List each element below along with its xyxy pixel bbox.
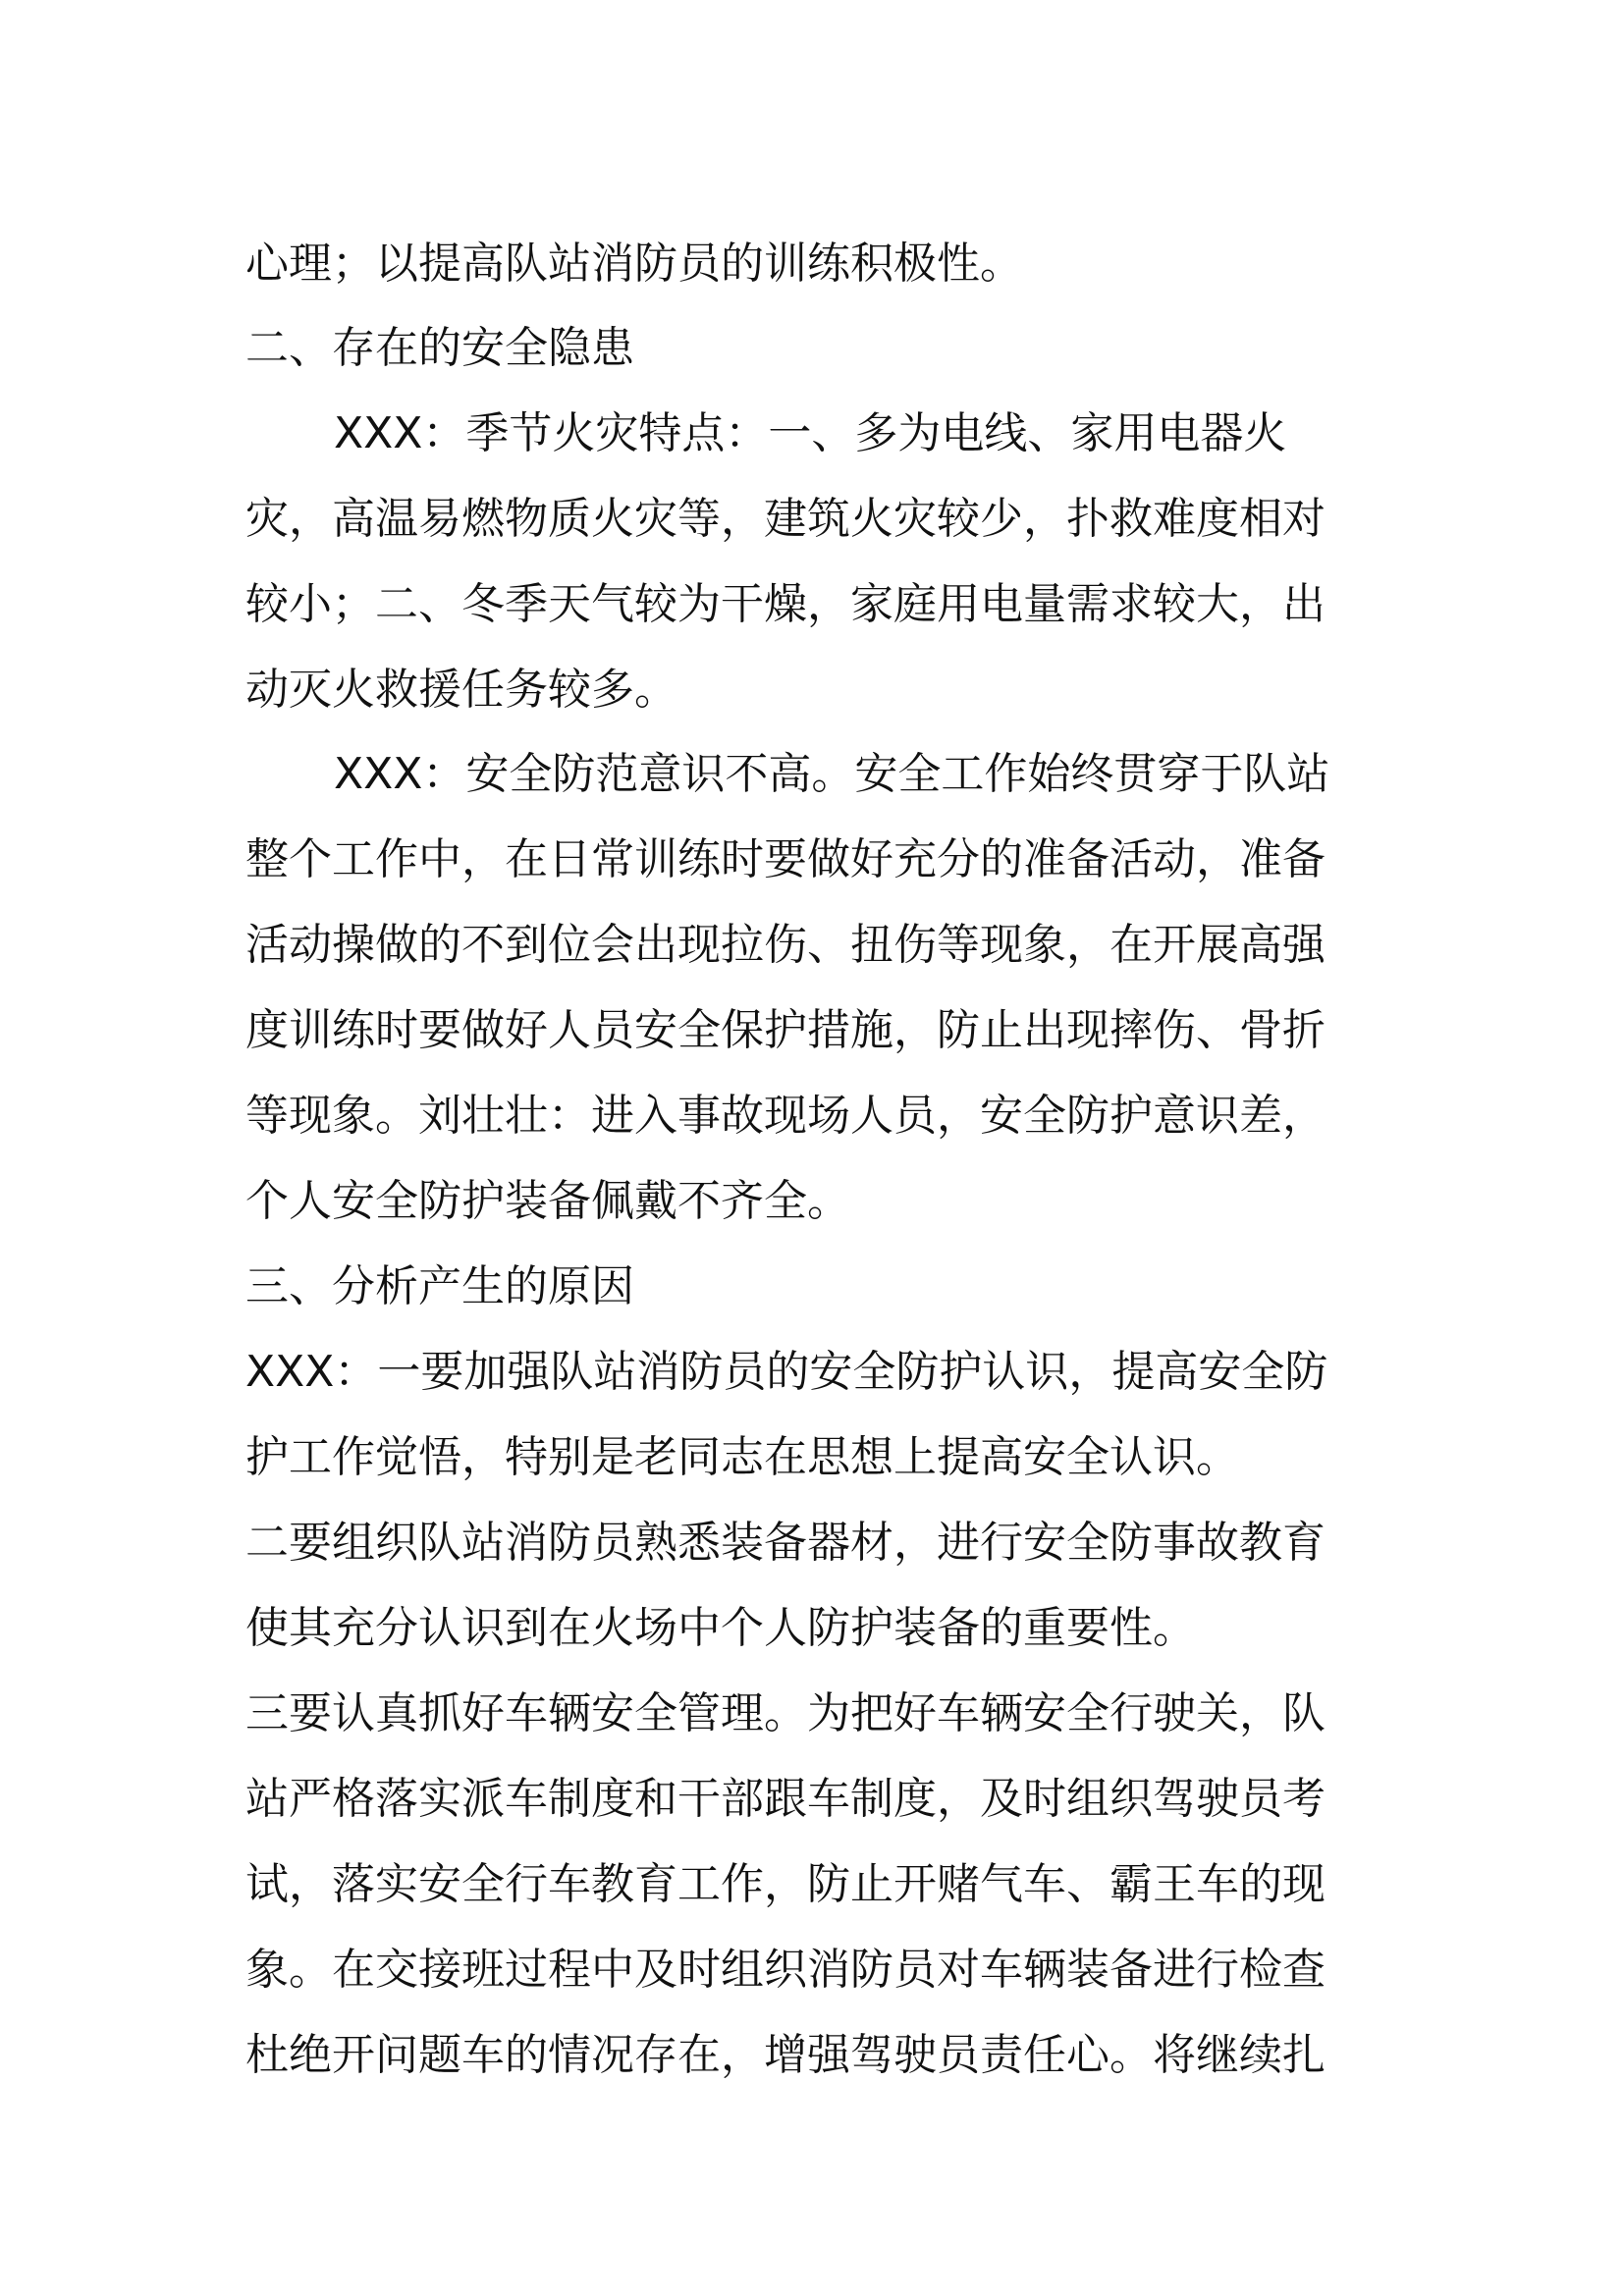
text-line-21: 象。在交接班过程中及时组织消防员对车辆装备进行检查 (245, 1945, 1325, 1995)
text-line-11: 等现象。刘壮壮：进入事故现场人员，安全防护意识差， (245, 1091, 1325, 1141)
text-line-14: XXX：一要加强队站消防员的安全防护认识，提高安全防 (245, 1347, 1328, 1397)
text-line-10: 度训练时要做好人员安全保护措施，防止出现摔伤、骨折 (245, 1005, 1325, 1055)
text-line-15: 护工作觉悟，特别是老同志在思想上提高安全认识。 (245, 1432, 1239, 1482)
text-line-20: 试，落实安全行车教育工作，防止开赌气车、霸王车的现 (245, 1859, 1325, 1909)
text-line-7: XXX：安全防范意识不高。安全工作始终贯穿于队站 (334, 749, 1330, 799)
text-line-5: 较小；二、冬季天气较为干燥，家庭用电量需求较大，出 (245, 579, 1325, 629)
text-line-8: 整个工作中，在日常训练时要做好充分的准备活动，准备 (245, 834, 1325, 884)
text-line-6: 动灭火救援任务较多。 (245, 665, 677, 715)
text-line-16: 二要组织队站消防员熟悉装备器材，进行安全防事故教育 (245, 1518, 1325, 1568)
text-line-3: XXX：季节火灾特点：一、多为电线、家用电器火 (334, 408, 1287, 458)
text-line-4: 灾，高温易燃物质火灾等，建筑火灾较少，扑救难度相对 (245, 494, 1325, 544)
text-line-9: 活动操做的不到位会出现拉伤、扭伤等现象，在开展高强 (245, 920, 1325, 970)
section-heading-2: 二、存在的安全隐患 (245, 323, 634, 373)
section-heading-3: 三、分析产生的原因 (245, 1261, 634, 1311)
text-line-19: 站严格落实派车制度和干部跟车制度，及时组织驾驶员考 (245, 1774, 1325, 1824)
text-line-1: 心理；以提高队站消防员的训练积极性。 (245, 239, 1023, 289)
text-line-22: 杜绝开问题车的情况存在，增强驾驶员责任心。将继续扎 (245, 2030, 1325, 2080)
text-line-12: 个人安全防护装备佩戴不齐全。 (245, 1176, 850, 1226)
text-line-18: 三要认真抓好车辆安全管理。为把好车辆安全行驶关，队 (245, 1688, 1325, 1738)
text-line-17: 使其充分认识到在火场中个人防护装备的重要性。 (245, 1603, 1196, 1653)
